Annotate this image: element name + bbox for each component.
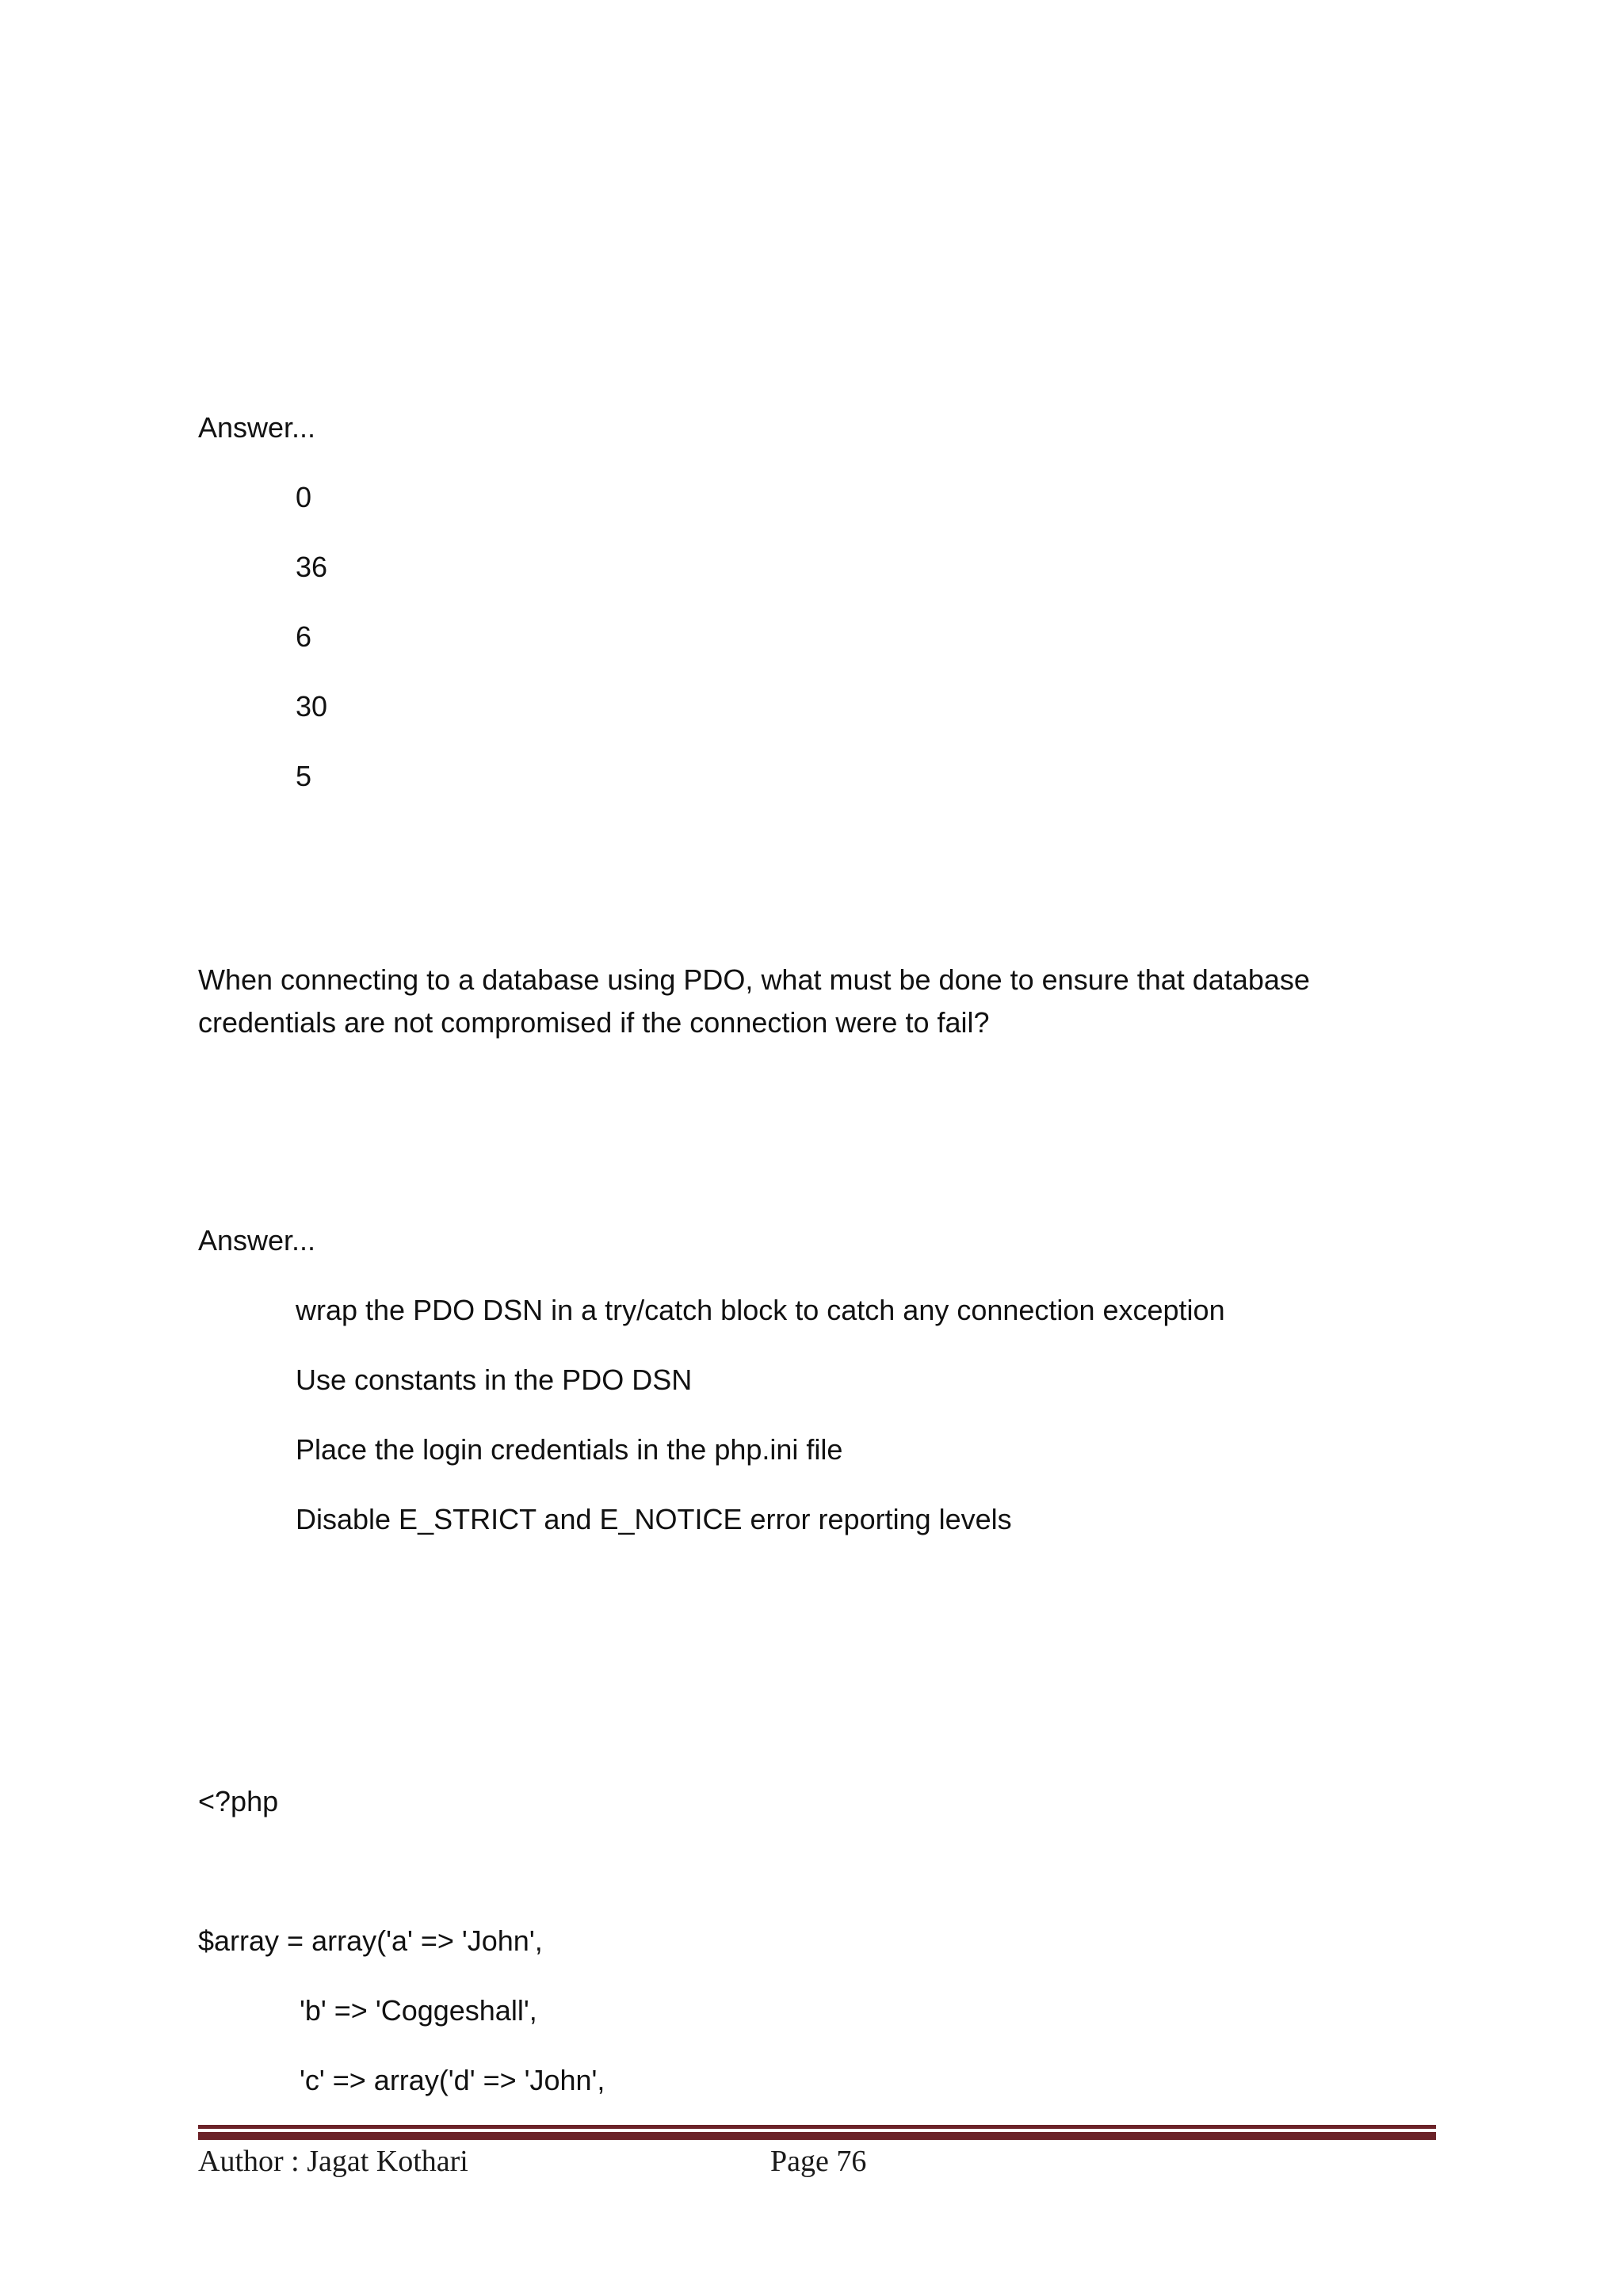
code-line: 'b' => 'Coggeshall', — [300, 1994, 537, 2027]
code-line: <?php — [198, 1785, 279, 1817]
answer-option: wrap the PDO DSN in a try/catch block to catch any connection exception — [296, 1294, 1225, 1326]
answer-label: Answer... — [198, 1224, 316, 1257]
question-text: When connecting to a database using PDO, what must be done to ensure that database credentials are not compromised if the connection were to fail? — [198, 963, 1310, 1039]
footer-page-number: Page 76 — [770, 2145, 867, 2178]
answer-option: 36 — [296, 551, 328, 583]
answer-option: Disable E_STRICT and E_NOTICE error reporting levels — [296, 1503, 1012, 1535]
answer-option: 30 — [296, 690, 328, 723]
footer-author: Author : Jagat Kothari — [198, 2145, 468, 2178]
answer-option: 5 — [296, 760, 312, 792]
answer-option: 6 — [296, 620, 312, 653]
answer-option: Place the login credentials in the php.ini file — [296, 1433, 843, 1466]
code-line: 'c' => array('d' => 'John', — [300, 2064, 605, 2096]
code-line: $array = array('a' => 'John', — [198, 1924, 543, 1957]
footer-rule — [198, 2125, 1436, 2129]
answer-option: Use constants in the PDO DSN — [296, 1363, 693, 1396]
answer-option: 0 — [296, 481, 312, 513]
answer-label: Answer... — [198, 411, 316, 444]
